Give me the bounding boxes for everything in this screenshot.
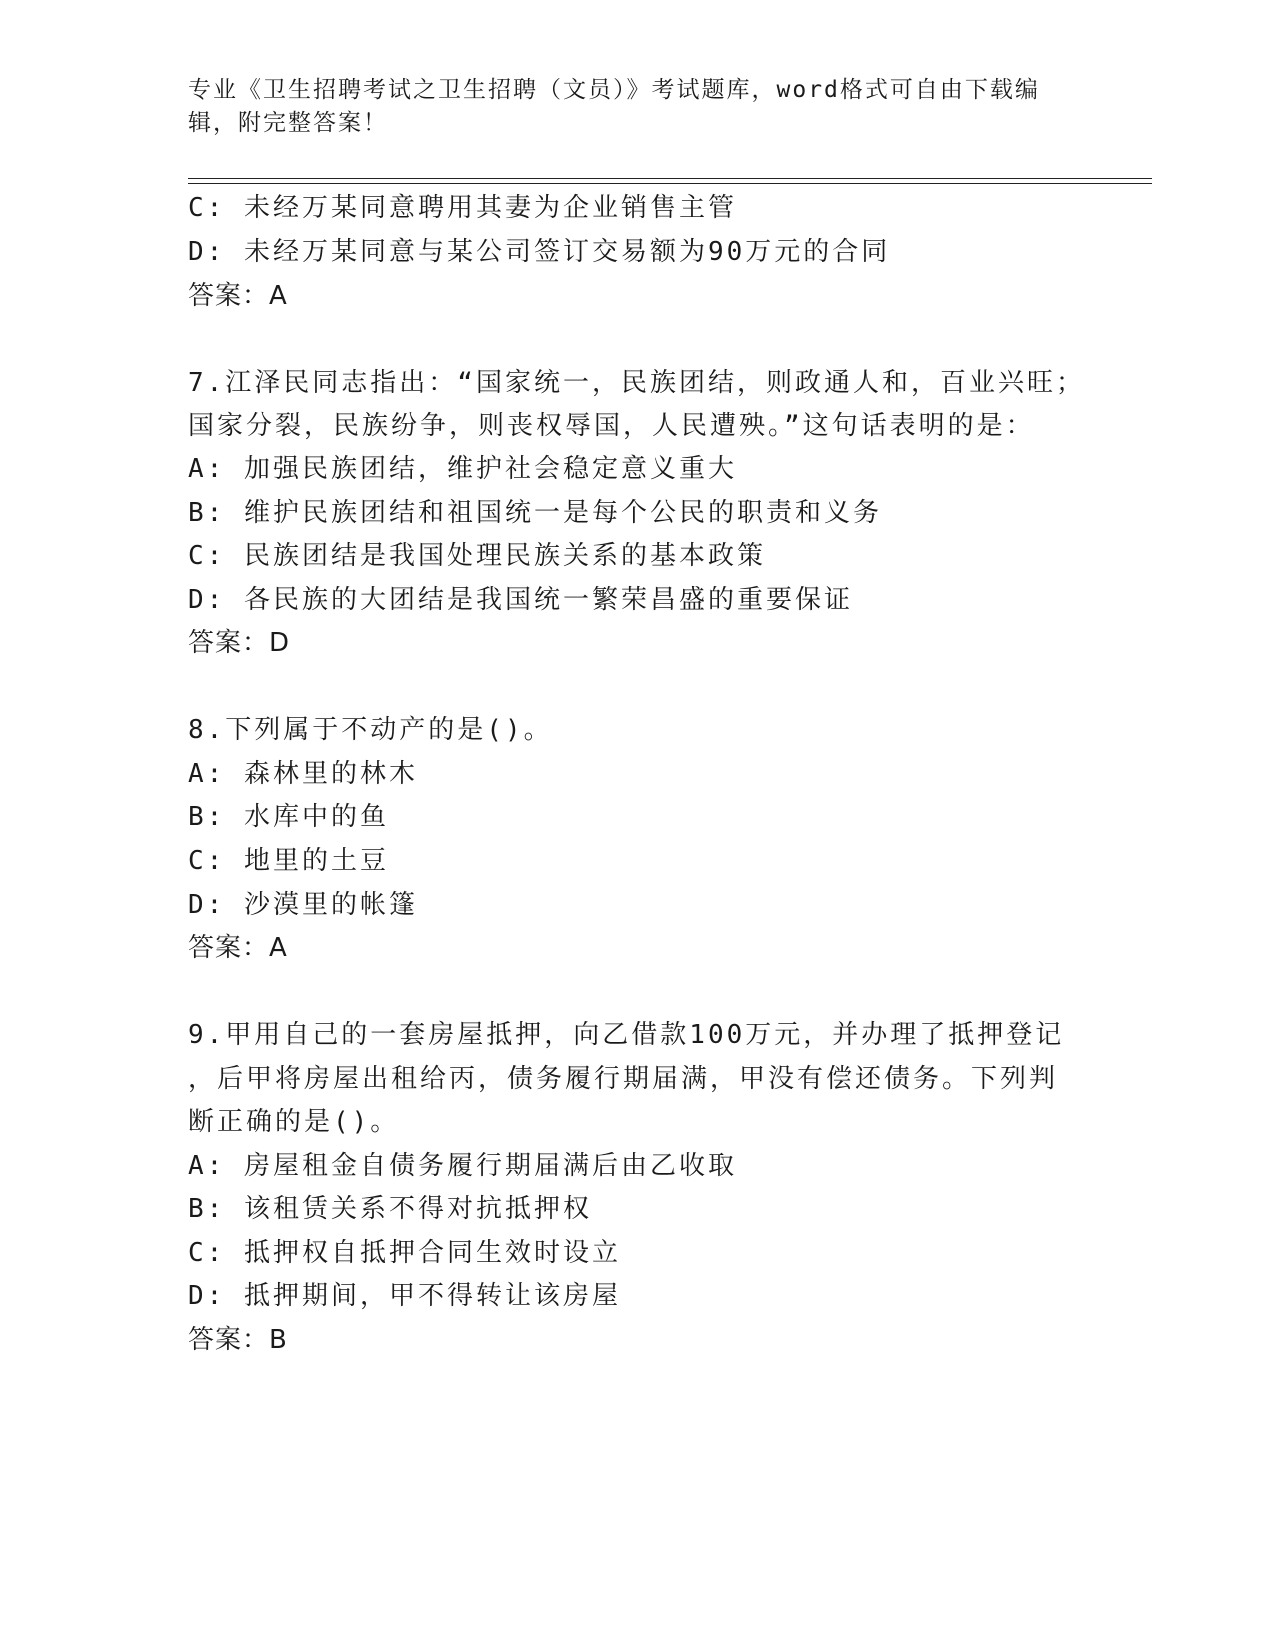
q7-option-d: D: 各民族的大团结是我国统一繁荣昌盛的重要保证: [188, 585, 853, 615]
q8-option-d: D: 沙漠里的帐篷: [188, 890, 418, 920]
q9-option-b: B: 该租赁关系不得对抗抵押权: [188, 1194, 592, 1224]
q8-stem: 8.下列属于不动产的是()。: [188, 715, 553, 745]
q9-option-c: C: 抵押权自抵押合同生效时设立: [188, 1238, 621, 1268]
q7-option-a: A: 加强民族团结，维护社会稳定意义重大: [188, 454, 737, 484]
q8-option-c: C: 地里的土豆: [188, 846, 389, 876]
prev-option-d: D: 未经万某同意与某公司签订交易额为90万元的合同: [188, 237, 891, 267]
q7-stem-line1: 7.江泽民同志指出：“国家统一，民族团结，则政通人和，百业兴旺；: [188, 368, 1085, 398]
header-divider: [188, 178, 1152, 179]
q9-option-d: D: 抵押期间，甲不得转让该房屋: [188, 1281, 621, 1311]
q7-option-c: C: 民族团结是我国处理民族关系的基本政策: [188, 541, 766, 571]
q7-stem-line2: 国家分裂，民族纷争，则丧权辱国，人民遭殃。”这句话表明的是：: [188, 411, 1035, 441]
q9-option-a: A: 房屋租金自债务履行期届满后由乙收取: [188, 1151, 737, 1181]
q9-stem-line1: 9.甲用自己的一套房屋抵押，向乙借款100万元，并办理了抵押登记: [188, 1020, 1065, 1050]
prev-answer: 答案：A: [188, 281, 288, 311]
q9-stem-line2: ，后甲将房屋出租给丙，债务履行期届满，甲没有偿还债务。下列判: [188, 1064, 1059, 1094]
prev-option-c: C: 未经万某同意聘用其妻为企业销售主管: [188, 193, 737, 223]
q7-option-b: B: 维护民族团结和祖国统一是每个公民的职责和义务: [188, 498, 882, 528]
q7-answer: 答案：D: [188, 628, 291, 658]
q8-answer: 答案：A: [188, 933, 288, 963]
q8-option-b: B: 水库中的鱼: [188, 802, 389, 832]
q9-stem-line3: 断正确的是()。: [188, 1107, 400, 1137]
q8-option-a: A: 森林里的林木: [188, 759, 418, 789]
q9-answer: 答案：B: [188, 1325, 288, 1355]
header-divider-secondary: [188, 183, 1152, 184]
document-header: 专业《卫生招聘考试之卫生招聘（文员）》考试题库，word格式可自由下载编辑，附完整答案！: [188, 77, 1040, 136]
